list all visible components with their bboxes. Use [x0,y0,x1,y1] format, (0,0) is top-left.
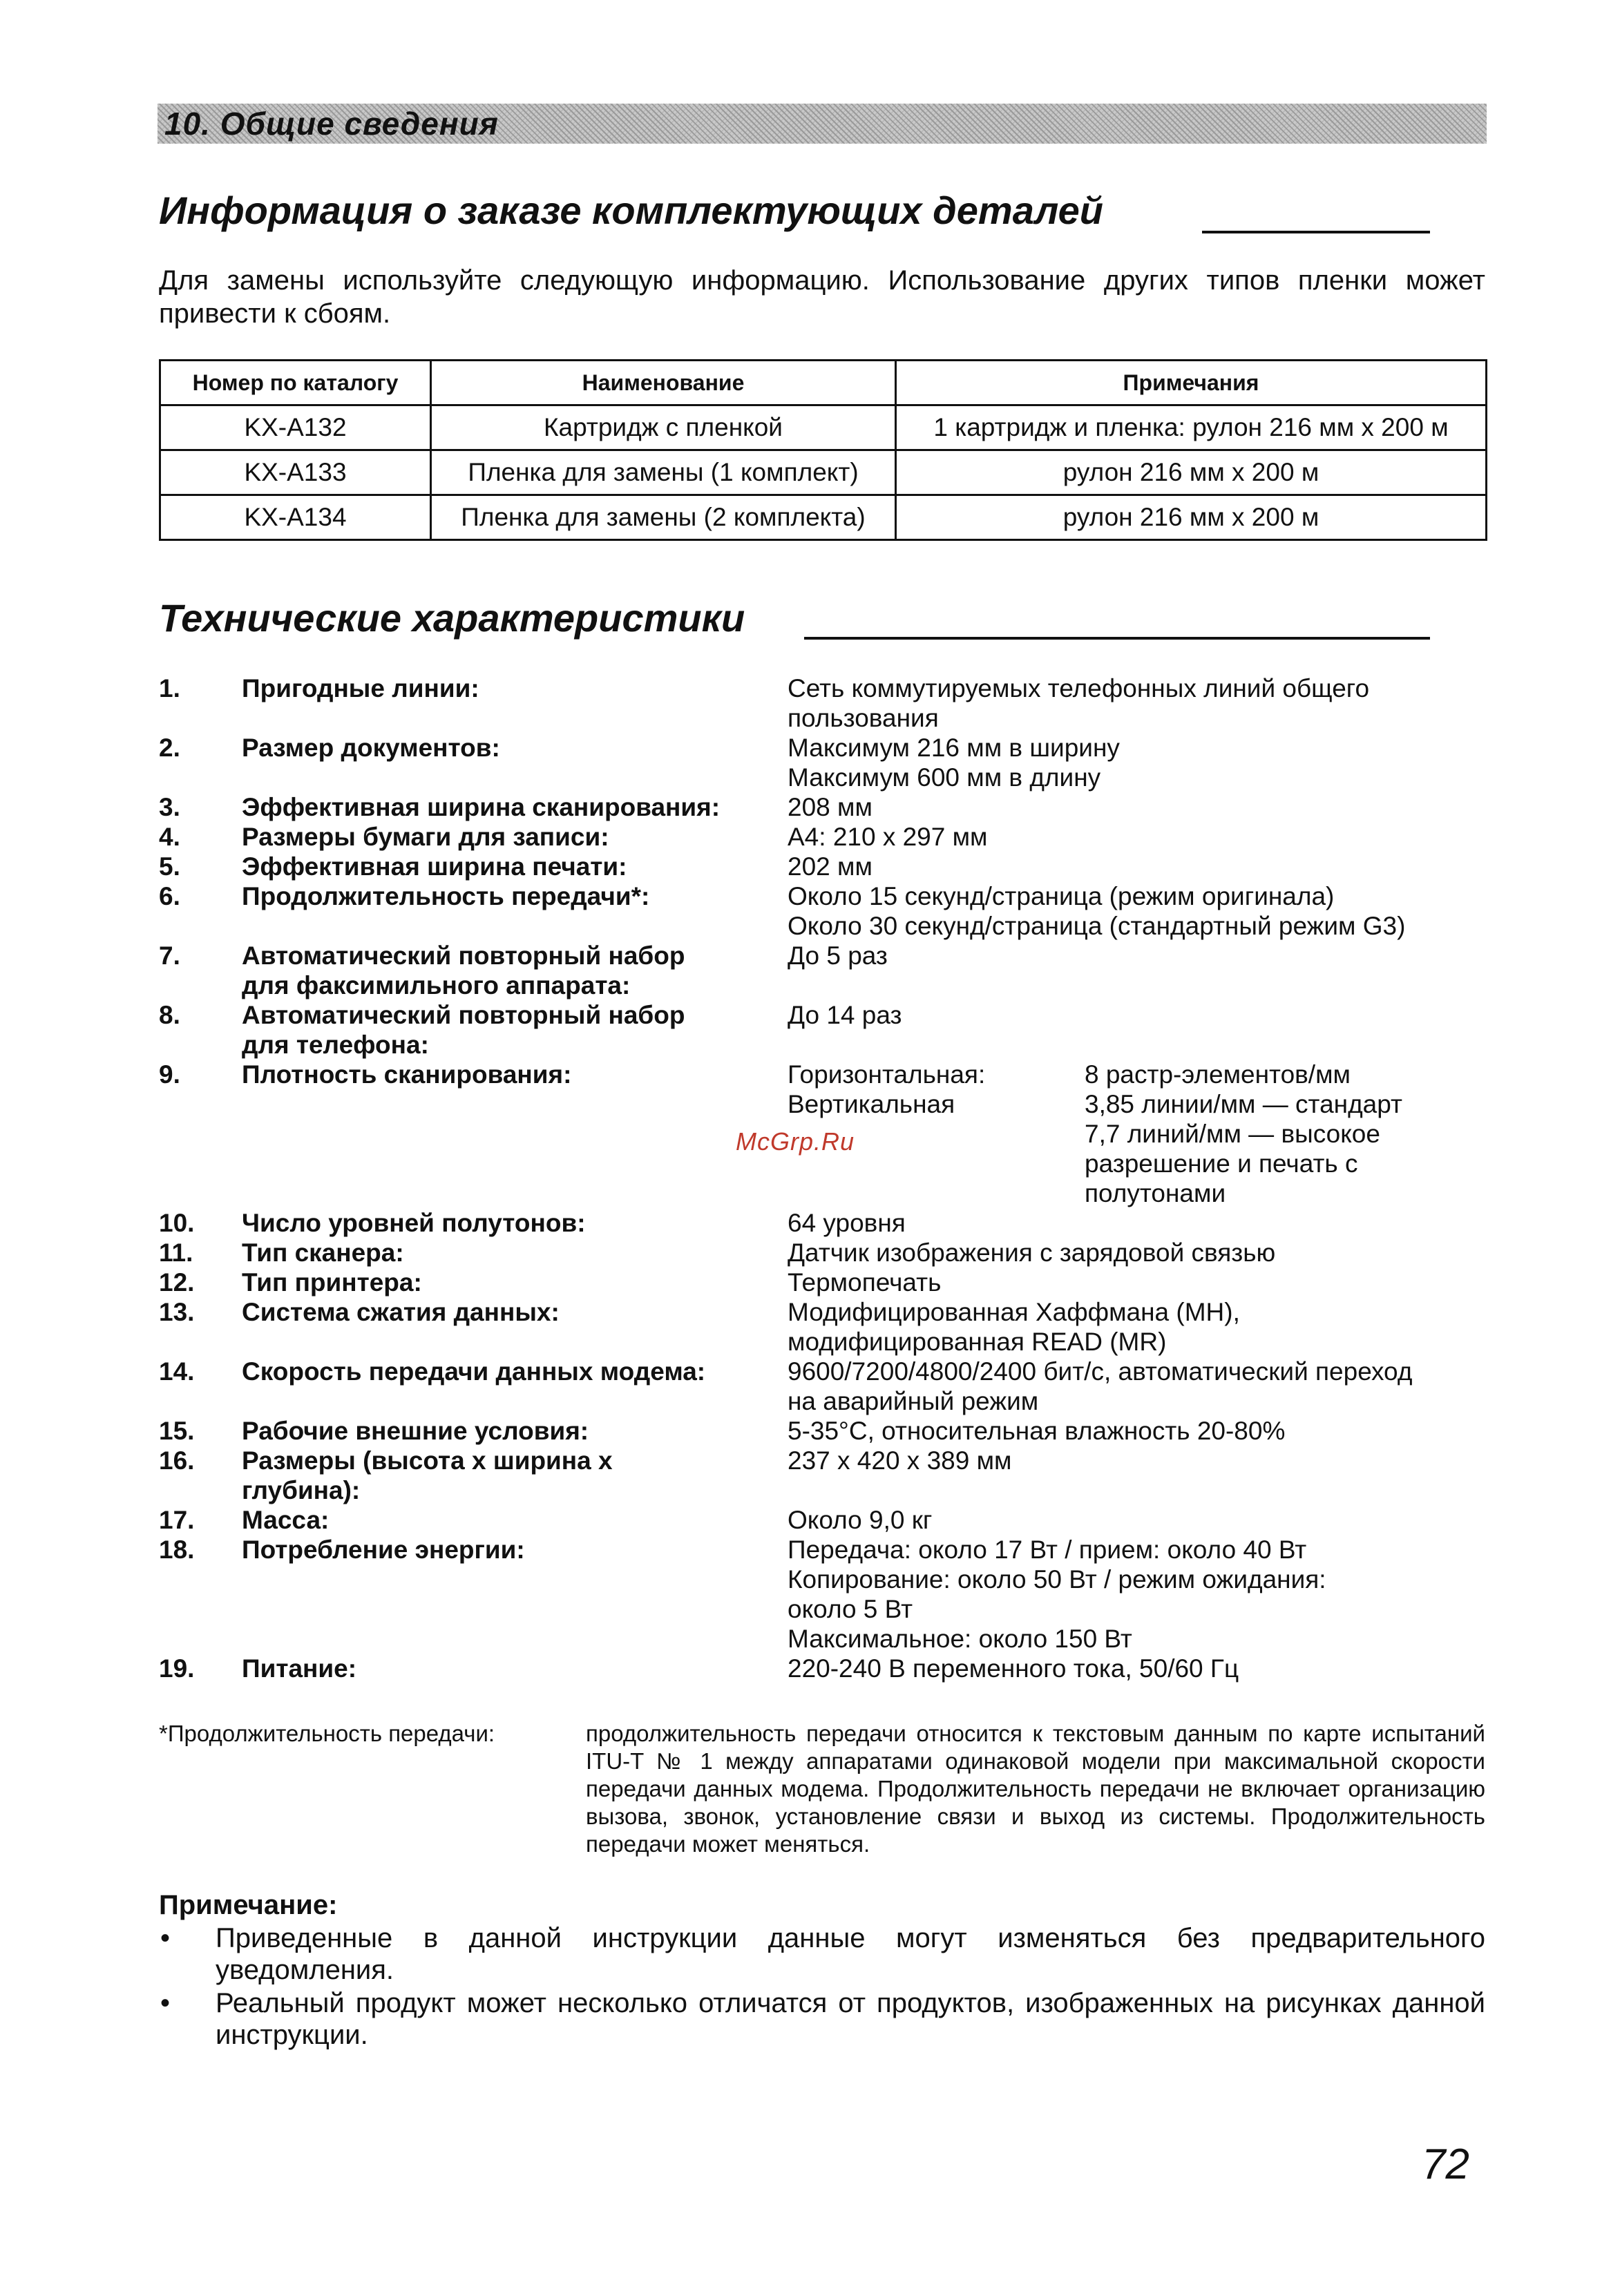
table-row [160,450,1487,495]
spec-row [159,673,1485,733]
spec-value [788,1654,1485,1683]
spec-value-line: Около 15 секунд/страница (режим оригинала) [788,882,1335,910]
note-title: Примечание: [159,1890,338,1920]
intro-text: Для замены используйте следующую информацию. Использование других типов пленки может привести к сбоям. [159,265,1485,329]
spec-label-line: Масса: [242,1506,330,1534]
spec-value [788,1267,1485,1297]
spec-label [242,1267,788,1297]
spec-value-line: модифицированная READ (MR) [788,1328,1167,1356]
spec-value-line: 9600/7200/4800/2400 бит/с, автоматический переход [788,1357,1413,1386]
spec-value-line: около 5 Вт [788,1595,913,1623]
spec-row [159,1297,1485,1357]
spec-label-line: Скорость передачи данных модема: [242,1357,706,1386]
spec-value [788,1060,1485,1208]
note-section [159,1889,1485,2052]
spec-row [159,1208,1485,1238]
spec-label [242,1654,788,1683]
spec-label-line: Размеры бумаги для записи: [242,823,609,851]
spec-label [242,1208,788,1238]
spec-value-line: Около 9,0 кг [788,1506,933,1534]
spec-number: 13. [159,1298,195,1326]
spec-value [788,1357,1485,1416]
spec-label [242,1505,788,1535]
spec-label [242,1357,788,1386]
bullet-icon: • [160,1923,171,1953]
spec-number: 2. [159,734,180,762]
catalog-number-cell: KX-A133 [160,450,431,495]
spec-value [788,792,1485,822]
column-header-name: Наименование [431,361,896,405]
spec-row [159,822,1485,852]
spec-value-line: До 14 раз [788,1001,902,1029]
spec-value-line: Сеть коммутируемых телефонных линий общего [788,674,1370,702]
spec-value-line: 5-35°C, относительная влажность 20-80% [788,1417,1286,1445]
specs-heading: Технические характеристики [159,596,745,640]
spec-label-line: Тип сканера: [242,1238,404,1267]
spec-number: 11. [159,1238,193,1267]
spec-label-line: глубина): [242,1476,361,1504]
spec-value [788,1238,1485,1267]
spec-value-line: Датчик изображения с зарядовой связью [788,1238,1276,1267]
spec-number: 3. [159,793,180,821]
spec-value [788,673,1485,733]
spec-label-line: Потребление энергии: [242,1536,525,1564]
spec-label [242,941,788,1000]
spec-value [788,1000,1485,1030]
spec-row [159,1505,1485,1535]
spec-value [788,1535,1485,1654]
spec-value-line: До 5 раз [788,941,888,970]
spec-number: 15. [159,1417,195,1445]
spec-label-line: Размеры (высота х ширина х [242,1446,613,1475]
spec-number: 7. [159,941,180,970]
spec-value [788,881,1485,941]
spec-row [159,1357,1485,1416]
catalog-number-cell: KX-A134 [160,495,431,540]
spec-label [242,1416,788,1446]
spec-label-line: Автоматический повторный набор [242,941,685,970]
column-header-catalog: Номер по каталогу [160,361,431,405]
spec-value-line: Передача: около 17 Вт / прием: около 40 Вт [788,1536,1307,1564]
bullet-icon: • [160,1988,171,2018]
specs-heading-rule [804,637,1430,640]
spec-row [159,852,1485,881]
spec-label [242,792,788,822]
spec-number: 17. [159,1506,195,1534]
spec-value [788,1505,1485,1535]
spec-label-line: Продолжительность передачи*: [242,882,650,910]
spec-number: 14. [159,1357,195,1386]
spec-sub-key: Горизонтальная: [788,1060,986,1089]
spec-sub-value [1085,1089,1485,1208]
spec-sub-key: Вертикальная [788,1090,955,1118]
spec-sub-value [1085,1060,1485,1089]
spec-row [159,1238,1485,1267]
notes-cell: рулон 216 мм х 200 м [896,495,1487,540]
spec-number: 9. [159,1060,180,1089]
spec-label [242,1238,788,1267]
spec-row [159,1416,1485,1446]
spec-row [159,792,1485,822]
spec-value-line: 220-240 В переменного тока, 50/60 Гц [788,1654,1239,1683]
spec-label-line: Система сжатия данных: [242,1298,560,1326]
spec-value [788,1208,1485,1238]
spec-value-line: Около 30 секунд/страница (стандартный режим G3) [788,912,1406,940]
item-name-cell: Картридж с пленкой [431,405,896,450]
spec-row [159,881,1485,941]
spec-label-line: Тип принтера: [242,1268,422,1297]
item-name-cell: Пленка для замены (1 комплект) [431,450,896,495]
spec-label-line: Эффективная ширина печати: [242,852,627,881]
note-item [159,1987,1485,2051]
section-header: 10. Общие сведения [164,106,499,142]
spec-value-line: A4: 210 x 297 мм [788,823,988,851]
page-number: 72 [1422,2141,1469,2188]
footnote [159,1720,1485,1858]
spec-value-line: 208 мм [788,793,873,821]
table-row [160,495,1487,540]
spec-label-line: Эффективная ширина сканирования: [242,793,721,821]
spec-number: 6. [159,882,180,910]
spec-label-line: Питание: [242,1654,357,1683]
spec-value [788,733,1485,792]
footnote-text: продолжительность передачи относится к текстовым данным по карте испытаний ITU-T № 1 между аппаратами одинаковой модели при максимальной скорости передачи данных модема. Продолжительность передачи не включает организацию вызова, звонок, установление связи и выход из системы. Продолжительность передачи может меняться. [586,1721,1485,1857]
spec-value-line: Максимальное: около 150 Вт [788,1625,1132,1653]
spec-value-line: 237 x 420 x 389 мм [788,1446,1012,1475]
spec-label-line: Размер документов: [242,734,500,762]
spec-value-line: Максимум 600 мм в длину [788,763,1101,792]
spec-value-line: 64 уровня [788,1209,906,1237]
spec-row [159,1446,1485,1505]
spec-value [788,822,1485,852]
table-row [160,405,1487,450]
catalog-number-cell: KX-A132 [160,405,431,450]
spec-label [242,881,788,911]
spec-value-line: на аварийный режим [788,1387,1039,1415]
parts-heading: Информация о заказе комплектующих деталей [159,189,1103,232]
spec-number: 5. [159,852,180,881]
specifications-list [159,673,1485,1683]
spec-label [242,673,788,703]
note-item-text: Реальный продукт может несколько отличатся от продуктов, изображенных на рисунках данной инструкции. [216,1988,1485,2050]
spec-label-line: для факсимильного аппарата: [242,971,631,999]
spec-value-line: 202 мм [788,852,873,881]
column-header-notes: Примечания [896,361,1487,405]
spec-label-line: для телефона: [242,1031,429,1059]
section-header-band [158,104,1487,144]
spec-label-line: Автоматический повторный набор [242,1001,685,1029]
spec-row [159,941,1485,1000]
spec-row [159,1267,1485,1297]
spec-label [242,822,788,852]
spec-value-line: Копирование: около 50 Вт / режим ожидания: [788,1565,1326,1594]
spec-label [242,1535,788,1565]
parts-heading-rule [1202,231,1430,233]
spec-number: 19. [159,1654,195,1683]
spec-number: 8. [159,1001,180,1029]
notes-cell: 1 картридж и пленка: рулон 216 мм х 200 м [896,405,1487,450]
spec-number: 12. [159,1268,195,1297]
spec-label [242,1000,788,1060]
spec-number: 1. [159,674,180,702]
item-name-cell: Пленка для замены (2 комплекта) [431,495,896,540]
spec-value-line: пользования [788,704,939,732]
spec-number: 4. [159,823,180,851]
spec-number: 18. [159,1536,195,1564]
spec-value [788,1446,1485,1475]
spec-sub-value-line: 7,7 линий/мм — высокое [1085,1120,1380,1148]
spec-sub-value-line: полутонами [1085,1179,1226,1207]
spec-label [242,1446,788,1505]
notes-cell: рулон 216 мм х 200 м [896,450,1487,495]
spec-sub-value-line: 3,85 линии/мм — стандарт [1085,1090,1402,1118]
parts-table-header [160,361,1487,405]
spec-row [159,733,1485,792]
spec-label [242,1297,788,1327]
spec-label [242,733,788,763]
note-item [159,1922,1485,1986]
spec-value-line: Максимум 216 мм в ширину [788,734,1120,762]
spec-row [159,1654,1485,1683]
watermark: McGrp.Ru [736,1127,855,1156]
spec-sub-value-line: 8 растр-элементов/мм [1085,1060,1351,1089]
spec-value [788,852,1485,881]
spec-value [788,1416,1485,1446]
spec-label-line: Пригодные линии: [242,674,479,702]
spec-value [788,1297,1485,1357]
spec-value-line: Термопечать [788,1268,942,1297]
spec-label [242,1060,788,1089]
spec-number: 16. [159,1446,195,1475]
spec-value-line: Модифицированная Хаффмана (MH), [788,1298,1240,1326]
spec-sub-row [788,1089,1485,1208]
spec-label-line: Число уровней полутонов: [242,1209,586,1237]
spec-sub-row [788,1060,1485,1089]
parts-table [159,359,1487,541]
spec-value [788,941,1485,970]
spec-label-line: Рабочие внешние условия: [242,1417,589,1445]
spec-row [159,1000,1485,1060]
footnote-label: *Продолжительность передачи: [159,1721,495,1746]
spec-label [242,852,788,881]
spec-sub-value-line: разрешение и печать с [1085,1149,1358,1178]
spec-label-line: Плотность сканирования: [242,1060,572,1089]
note-item-text: Приведенные в данной инструкции данные могут изменяться без предварительного уведомления. [216,1923,1485,1985]
spec-row [159,1535,1485,1654]
spec-number: 10. [159,1209,195,1237]
